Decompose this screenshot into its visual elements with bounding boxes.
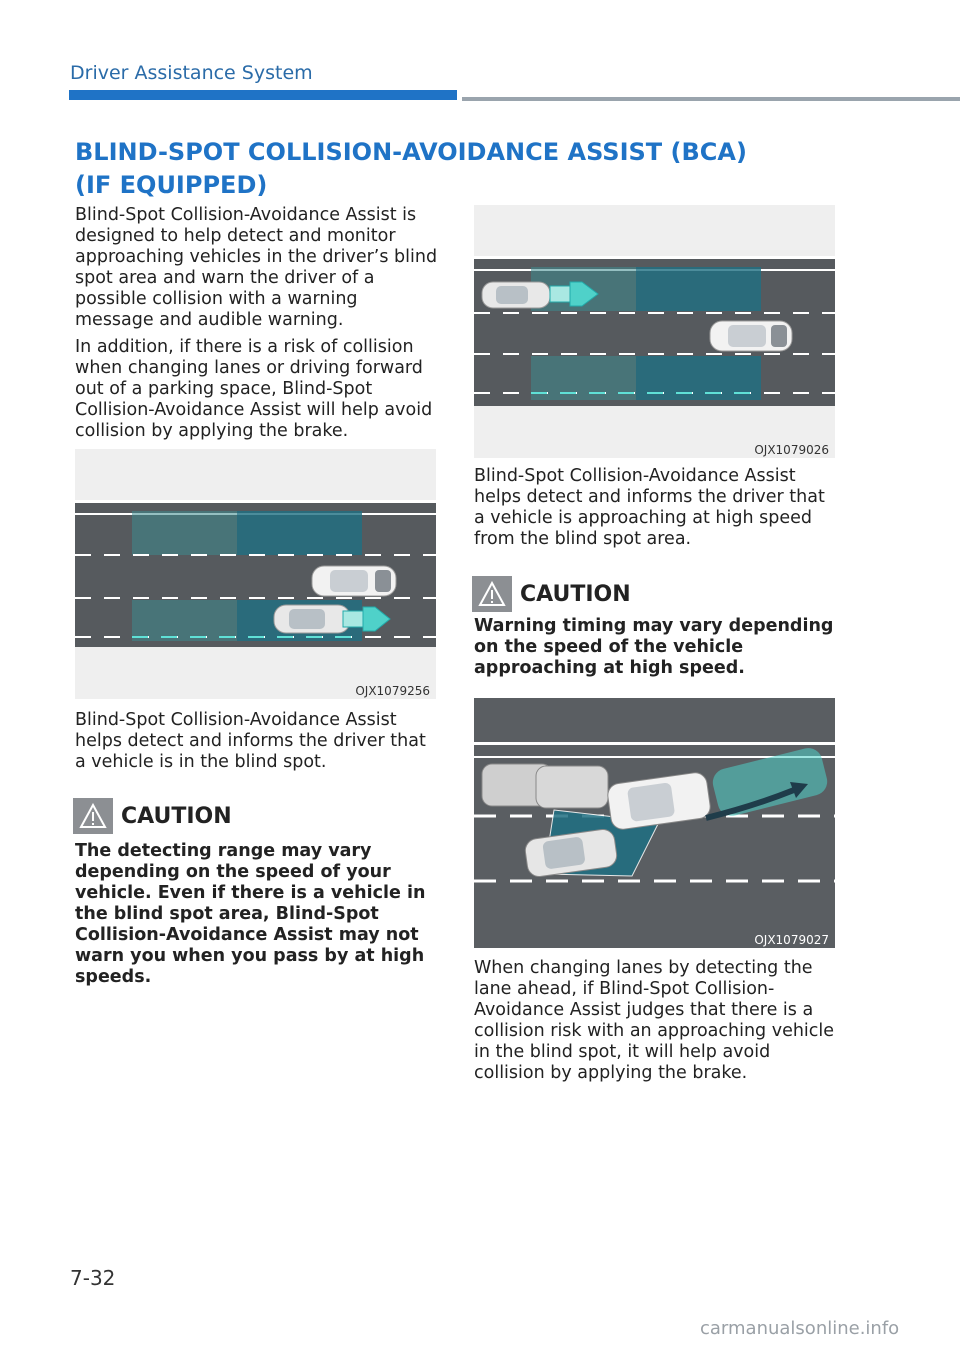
caution-text: The detecting range may vary depending on the speed of your vehicle. Even if there is a vehicle in the blind spot area, Blind-Spot Collision-Avoidance Assist may not warn you when you pass by at high speeds. xyxy=(75,841,426,987)
header-accent-bar xyxy=(69,90,457,100)
figure-high-speed-illustration xyxy=(474,205,835,458)
section-title-line2: (IF EQUIPPED) xyxy=(75,171,268,199)
figure1-caption: Blind-Spot Collision-Avoidance Assist helps detect and informs the driver that a vehicle is in the blind spot. xyxy=(75,710,426,772)
figure-code: OJX1079026 xyxy=(754,443,829,457)
figure-lane-change-brake xyxy=(474,698,835,948)
figure2-caption: Blind-Spot Collision-Avoidance Assist helps detect and informs the driver that a vehicle is approaching at high speed from the blind spot area. xyxy=(474,466,825,549)
figure-code: OJX1079027 xyxy=(754,933,829,947)
figure-blind-spot-illustration xyxy=(75,449,436,699)
page-number: 7-32 xyxy=(70,1266,116,1290)
warning-triangle-icon xyxy=(472,576,512,612)
caution-heading xyxy=(73,798,232,834)
own-car-shape xyxy=(312,566,396,596)
figure-blind-spot-detection xyxy=(75,449,436,699)
caution-label: CAUTION xyxy=(121,803,232,829)
figure3-caption: When changing lanes by detecting the lane ahead, if Blind-Spot Collision-Avoidance Assist judges that there is a collision risk with an approaching vehicle in the blind spot, it will help avoid collision by applying the brake. xyxy=(474,958,835,1083)
figure-code: OJX1079256 xyxy=(355,684,430,698)
warning-triangle-icon xyxy=(73,798,113,834)
intro-paragraph-2: In addition, if there is a risk of collision when changing lanes or driving forward out of a parking space, Blind-Spot Collision-Avoidance Assist will help avoid collision by applying the brake. xyxy=(75,337,433,441)
approaching-car-shape xyxy=(274,605,350,633)
intro-paragraph-1: Blind-Spot Collision-Avoidance Assist is designed to help detect and monitor approaching vehicles in the driver’s blind spot area and warn the driver of a possible collision with a warning message and audible warning. xyxy=(75,205,438,330)
section-title-line1: BLIND-SPOT COLLISION-AVOIDANCE ASSIST (BCA) xyxy=(75,138,747,166)
header-rule xyxy=(462,97,960,101)
own-car-shape xyxy=(710,321,792,351)
approaching-car-shape xyxy=(482,282,550,308)
figure-lane-change-illustration xyxy=(474,698,835,948)
caution-text: Warning timing may vary depending on the speed of the vehicle approaching at high speed. xyxy=(474,616,834,678)
watermark: carmanualsonline.info xyxy=(700,1318,900,1339)
parked-car-shapes xyxy=(482,764,608,808)
caution-heading xyxy=(472,576,631,612)
section-title xyxy=(75,136,835,202)
caution-label: CAUTION xyxy=(520,581,631,607)
running-header: Driver Assistance System xyxy=(70,62,313,84)
figure-high-speed-approach xyxy=(474,205,835,458)
